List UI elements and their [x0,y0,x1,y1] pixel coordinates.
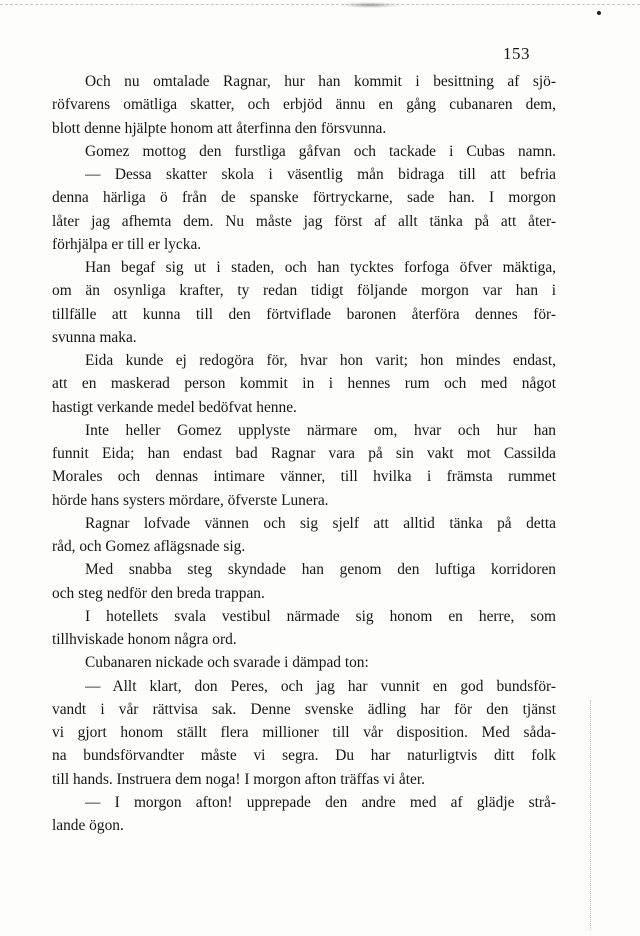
text-line: Morales och dennas intimare vänner, till hvilka i främsta rummet [52,468,556,486]
text-line: tillhviskade honom några ord. [52,631,237,648]
text-line: Med snabba steg skyndade han genom den luftiga korridoren [85,561,556,579]
text-line: Han begaf sig ut i staden, och han tycktes forfoga öfver mäktiga, [85,259,556,276]
text-line: tillfälle att kunna till den förtviflade baronen återföra dennes för- [52,305,556,323]
text-line: Cubanaren nickade och svarade i dämpad ton: [85,654,369,672]
text-line: råd, och Gomez aflägsnade sig. [52,538,246,555]
text-line: Inte heller Gomez upplyste närmare om, hvar och hur han [85,421,556,439]
text-line: — Dessa skatter skola i väsentlig mån bidraga till att befria [85,166,556,183]
text-line: att en maskerad person kommit in i hennes rum och med något [52,375,556,393]
text-line: Och nu omtalade Ragnar, hur han kommit i besittning af sjö- [85,73,556,90]
text-line: Gomez mottog den furstliga gåfvan och tackade i Cubas namn. [85,142,556,160]
text-line: hörde hans systers mördare, öfverste Lunera. [52,491,329,509]
text-line: I hotellets svala vestibul närmade sig honom en herre, som [85,607,556,625]
corner-speck [597,11,601,15]
text-line: lande ögon. [52,817,124,834]
text-line: svunna maka. [52,328,137,346]
text-line: vi gjort honom ställt flera millioner till vår disposition. Med såda- [52,724,556,741]
text-line: röfvarens omätliga skatter, och erbjöd ännu en gång cubanaren dem, [52,96,556,114]
text-line: förhjälpa er till er lycka. [52,235,202,253]
top-edge-smudge [340,2,400,8]
text-line: vandt i vår rättvisa sak. Denne svenske ädling har för den tjänst [52,700,556,718]
page-number: 153 [503,44,530,63]
top-edge-rule [0,4,640,5]
text-line: Eida kunde ej redogöra för, hvar hon varit; hon mindes endast, [85,352,556,369]
text-line: till hands. Instruera dem noga! I morgon afton träffas vi åter. [52,770,425,788]
text-line: Ragnar lofvade vännen och sig sjelf att alltid tänka på detta [85,514,556,532]
text-line: blott denne hjälpte honom att återfinna den försvunna. [52,119,387,137]
text-line: funnit Eida; han endast bad Ragnar vara på sin vakt mot Cassilda [52,445,556,462]
text-line: na bundsförvandter måste vi segra. Du har naturligtvis ditt folk [52,747,556,765]
text-line: — I morgon afton! upprepade den andre med af glädje strå- [85,793,556,811]
text-line: — Allt klart, don Peres, och jag har vunnit en god bundsför- [85,677,556,695]
text-line: om än osynliga krafter, ty redan tidigt följande morgon var han i [52,282,556,300]
text-line: låter jag afhemta dem. Nu måste jag först af allt tänka på att åter- [52,212,556,230]
body-text [52,70,556,837]
text-line: hastigt verkande medel bedöfvat henne. [52,398,297,416]
margin-scan-line [590,700,591,930]
text-line: och steg nedför den breda trappan. [52,584,265,602]
text-line: denna härliga ö från de spanske förtryckarne, sade han. I morgon [52,189,556,207]
